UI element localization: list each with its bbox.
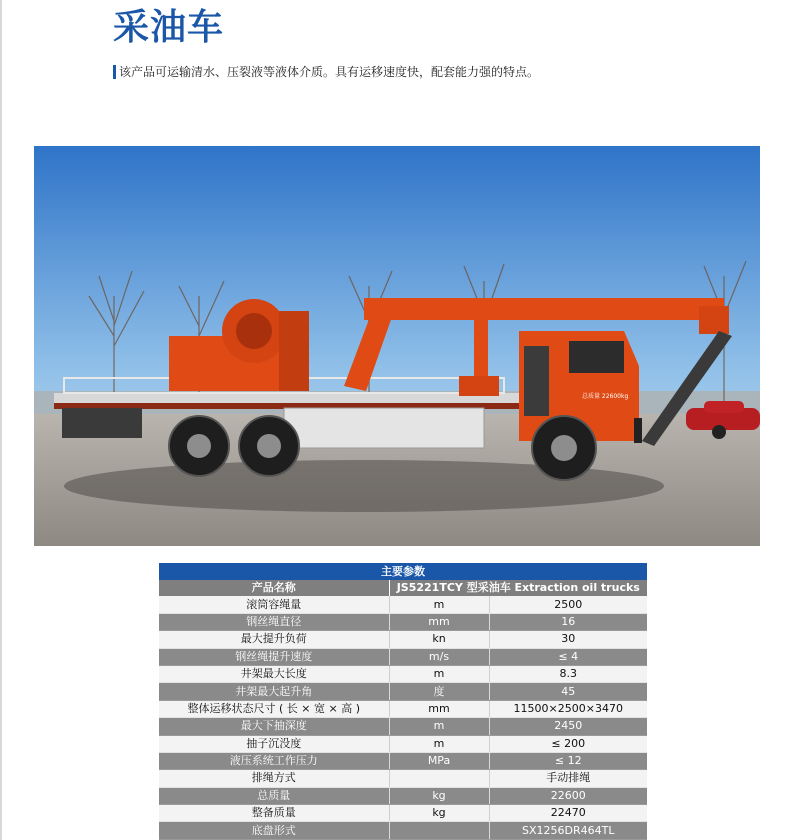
param-value: ≤ 12 <box>489 752 647 769</box>
param-name: 钢丝绳直径 <box>159 613 389 630</box>
col-name-header: 产品名称 <box>159 580 389 596</box>
table-row <box>159 735 647 752</box>
product-photo <box>34 146 760 546</box>
param-name: 抽子沉没度 <box>159 735 389 752</box>
table-row <box>159 665 647 682</box>
table-row <box>159 770 647 787</box>
param-name: 最大提升负荷 <box>159 631 389 648</box>
param-value: 8.3 <box>489 665 647 682</box>
param-value: 16 <box>489 613 647 630</box>
param-name: 滚筒容绳量 <box>159 596 389 613</box>
param-value: ≤ 4 <box>489 648 647 665</box>
param-value: 手动排绳 <box>489 770 647 787</box>
table-row <box>159 752 647 769</box>
spec-table <box>159 563 647 840</box>
param-value: 2500 <box>489 596 647 613</box>
param-value: 30 <box>489 631 647 648</box>
table-row <box>159 805 647 822</box>
param-unit: kn <box>389 631 489 648</box>
param-value: 2450 <box>489 718 647 735</box>
param-unit: kg <box>389 805 489 822</box>
table-row <box>159 787 647 804</box>
table-row <box>159 700 647 717</box>
param-value: 11500×2500×3470 <box>489 700 647 717</box>
param-name: 整备质量 <box>159 805 389 822</box>
param-unit <box>389 770 489 787</box>
truck-illustration <box>34 146 760 546</box>
param-name: 底盘形式 <box>159 822 389 839</box>
param-name: 整体运移状态尺寸 ( 长 × 宽 × 高 ) <box>159 700 389 717</box>
param-value: 45 <box>489 683 647 700</box>
model-header: JS5221TCY 型采油车 Extraction oil trucks <box>389 580 647 596</box>
door-weight-label: 总质量 22600kg <box>582 393 629 400</box>
param-unit: m <box>389 735 489 752</box>
page-title: 采油车 <box>113 7 225 48</box>
param-name: 井架最大起升角 <box>159 683 389 700</box>
param-unit: m/s <box>389 648 489 665</box>
table-row <box>159 631 647 648</box>
param-name: 钢丝绳提升速度 <box>159 648 389 665</box>
param-name: 井架最大长度 <box>159 665 389 682</box>
param-unit: mm <box>389 700 489 717</box>
param-unit <box>389 822 489 839</box>
param-name: 总质量 <box>159 787 389 804</box>
param-name: 最大下抽深度 <box>159 718 389 735</box>
table-row <box>159 648 647 665</box>
page-left-rule <box>0 0 2 840</box>
param-value: SX1256DR464TL <box>489 822 647 839</box>
param-value: 22600 <box>489 787 647 804</box>
spec-table-caption: 主要参数 <box>159 563 647 580</box>
param-unit: 度 <box>389 683 489 700</box>
param-unit: MPa <box>389 752 489 769</box>
table-row <box>159 718 647 735</box>
table-row <box>159 683 647 700</box>
param-name: 排绳方式 <box>159 770 389 787</box>
table-row <box>159 596 647 613</box>
table-row <box>159 822 647 839</box>
table-row <box>159 613 647 630</box>
page-subtitle: 该产品可运输清水、压裂液等液体介质。具有运移速度快，配套能力强的特点。 <box>119 65 540 79</box>
param-unit: m <box>389 718 489 735</box>
param-unit: mm <box>389 613 489 630</box>
param-unit: m <box>389 665 489 682</box>
param-value: 22470 <box>489 805 647 822</box>
param-name: 液压系统工作压力 <box>159 752 389 769</box>
param-unit: kg <box>389 787 489 804</box>
param-value: ≤ 200 <box>489 735 647 752</box>
param-unit: m <box>389 596 489 613</box>
